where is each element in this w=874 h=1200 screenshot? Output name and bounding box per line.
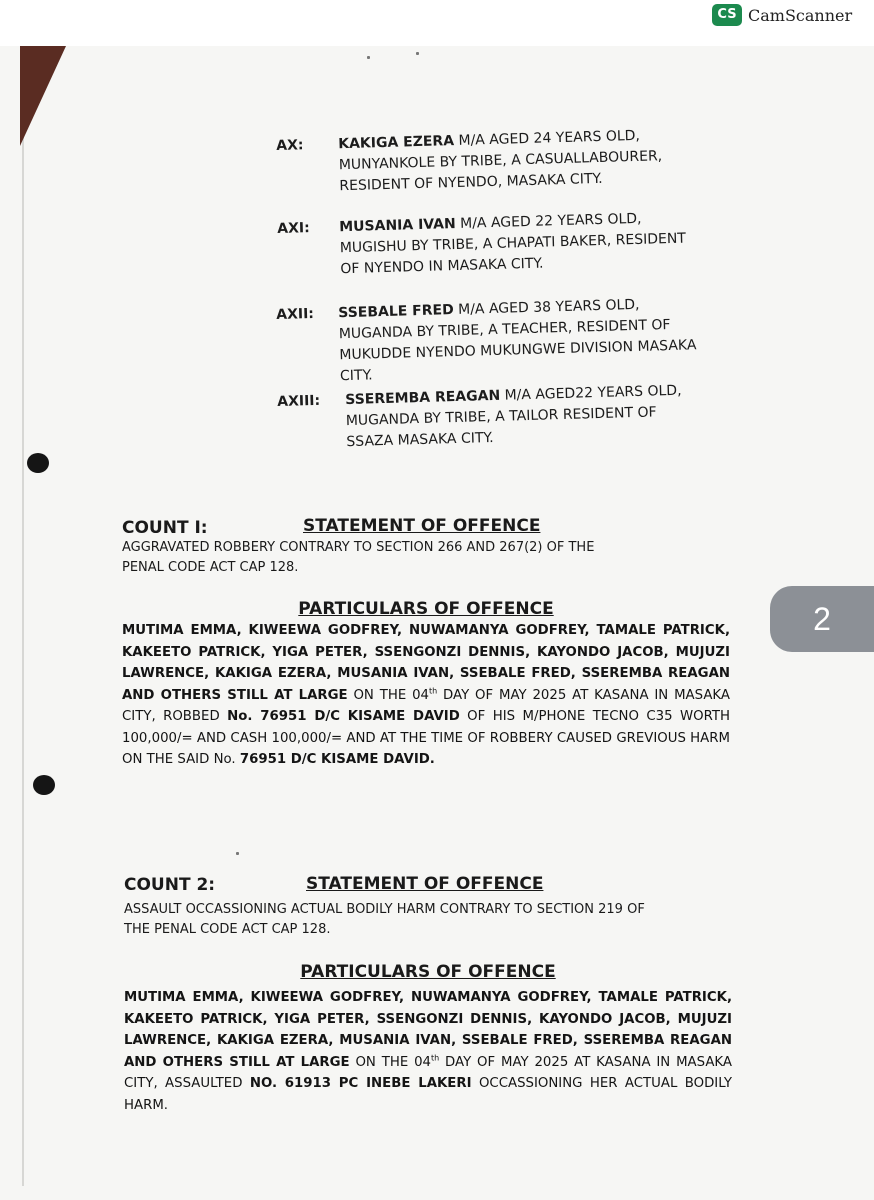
harm-text: OCCASSIONING HER ACTUAL BODILY HARM.	[124, 1076, 732, 1113]
accused-line: M/A AGED 24 YEARS OLD,	[453, 127, 641, 150]
accused-line: RESIDENT OF NYENDO, MASAKA CITY.	[339, 170, 603, 195]
page-corner-shadow	[20, 46, 66, 146]
accused-name: KAKIGA EZERA	[338, 133, 455, 153]
scanner-header	[0, 0, 874, 46]
camscanner-name: CamScanner	[748, 5, 853, 25]
accused-code: AXI:	[277, 220, 310, 237]
count-label: COUNT I:	[122, 518, 208, 538]
accused-code: AX:	[276, 137, 304, 154]
statement-line: PENAL CODE ACT CAP 128.	[122, 560, 299, 575]
accused-line: MUKUDDE NYENDO MUKUNGWE DIVISION MASAKA	[339, 337, 697, 364]
particulars-of-offence-1	[122, 620, 730, 771]
particulars-title: PARTICULARS OF OFFENCE	[298, 599, 554, 619]
accused-name: SSEBALE FRED	[338, 302, 454, 322]
page-edge	[22, 46, 24, 1186]
victim-repeat: 76951 D/C KISAME DAVID.	[239, 752, 435, 767]
statement-title: STATEMENT OF OFFENCE	[306, 874, 544, 894]
count-2	[124, 874, 544, 895]
particulars-of-offence-2	[124, 987, 732, 1116]
statement-of-offence-1	[122, 538, 682, 578]
day-suffix: th	[428, 686, 438, 696]
accused-line: MUNYANKOLE BY TRIBE, A CASUALLABOURER,	[338, 148, 663, 174]
accused-line: M/A AGED22 YEARS OLD,	[499, 382, 682, 404]
day-number: 04	[414, 1054, 431, 1070]
property-text: OF HIS M/PHONE TECNO C35 WORTH 100,000/= AND CASH 100,000/= AND AT THE TIME OF ROBBERY CAUSED GREVIOUS HARM ON THE SAID	[122, 709, 730, 767]
accused-line: M/A AGED 38 YEARS OLD,	[453, 296, 640, 319]
accused-name: MUSANIA IVAN	[339, 216, 456, 236]
camscanner-watermark	[712, 0, 852, 30]
statement-of-offence-2	[124, 900, 724, 940]
accused-list: MUTIMA EMMA, KIWEEWA GODFREY, NUWAMANYA GODFREY, TAMALE PATRICK, KAKEETO PATRICK, YIGA PETER, SSENGONZI DENNIS, KAYONDO JACOB, MUJUZI LAWRENCE, KAKIGA EZERA, MUSANIA IVAN, SSEBALE FRED, SSEREMBA REAGAN AND OTHERS STILL AT LARGE	[124, 990, 732, 1070]
punch-hole	[33, 775, 55, 795]
accused-code: AXII:	[276, 305, 315, 323]
statement-title: STATEMENT OF OFFENCE	[303, 516, 541, 536]
date-place: DAY OF MAY 2025 AT KASANA IN MASAKA CITY, ASSAULTED	[124, 1054, 732, 1091]
accused-name: SSEREMBA REAGAN	[345, 387, 501, 409]
statement-line: THE PENAL CODE ACT CAP 128.	[124, 922, 331, 937]
speck	[236, 852, 239, 855]
punch-hole	[27, 453, 49, 473]
day-number: 04	[412, 687, 429, 703]
speck	[416, 52, 419, 55]
count-label: COUNT 2:	[124, 875, 216, 895]
date-place: DAY OF MAY 2025 AT KASANA IN MASAKA CITY, ROBBED	[122, 687, 730, 724]
accused-line: MUGANDA BY TRIBE, A TAILOR RESIDENT OF	[345, 404, 657, 430]
text-fragment: ON THE	[347, 687, 413, 703]
camscanner-logo-icon: CS	[712, 4, 742, 26]
page-number-indicator[interactable]: 2	[770, 586, 874, 652]
victim: No. 76951 D/C KISAME DAVID	[227, 709, 460, 724]
accused-line: CITY.	[339, 367, 373, 385]
statement-line: AGGRAVATED ROBBERY CONTRARY TO SECTION 266 AND 267(2) OF THE	[122, 540, 595, 555]
accused-line: SSAZA MASAKA CITY.	[346, 429, 494, 451]
accused-line: M/A AGED 22 YEARS OLD,	[455, 210, 642, 233]
accused-list: MUTIMA EMMA, KIWEEWA GODFREY, NUWAMANYA GODFREY, TAMALE PATRICK, KAKEETO PATRICK, YIGA PETER, SSENGONZI DENNIS, KAYONDO JACOB, MUJUZI LAWRENCE, KAKIGA EZERA, MUSANIA IVAN, SSEBALE FRED, SSEREMBA REAGAN AND OTHERS STILL AT LARGE	[122, 623, 730, 703]
text-fragment: ON THE	[349, 1054, 415, 1070]
accused-code: AXIII:	[277, 392, 321, 410]
accused-line: MUGISHU BY TRIBE, A CHAPATI BAKER, RESIDENT	[339, 230, 687, 257]
particulars-title: PARTICULARS OF OFFENCE	[300, 962, 556, 982]
accused-line: OF NYENDO IN MASAKA CITY.	[340, 255, 544, 278]
victim-no-prefix: No.	[213, 752, 240, 767]
statement-line: ASSAULT OCCASSIONING ACTUAL BODILY HARM CONTRARY TO SECTION 219 OF	[124, 902, 645, 917]
day-suffix: th	[430, 1053, 440, 1063]
victim: NO. 61913 PC INEBE LAKERI	[249, 1076, 472, 1091]
speck	[367, 56, 370, 59]
count-1	[122, 516, 541, 538]
accused-line: MUGANDA BY TRIBE, A TEACHER, RESIDENT OF	[338, 316, 671, 343]
